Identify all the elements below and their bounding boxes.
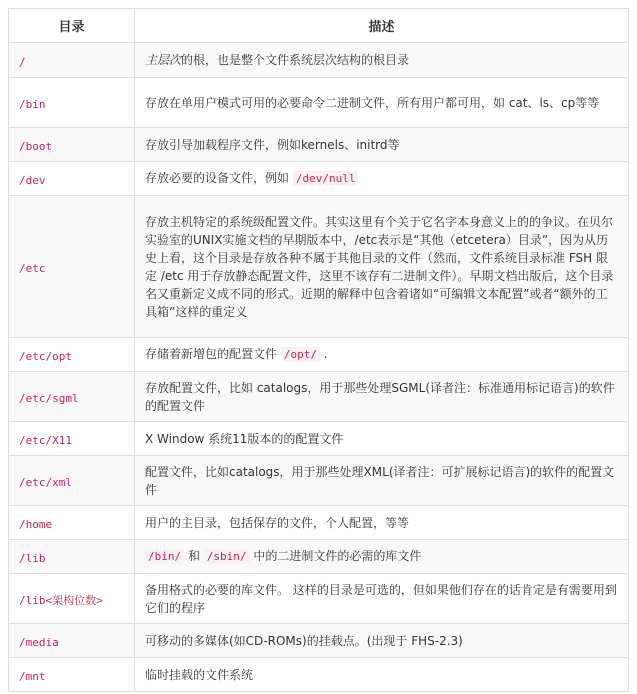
desc-cell [135,128,629,162]
desc-cell [135,540,629,574]
dir-cell [9,162,135,196]
desc-cell [135,338,629,372]
table-row [9,128,629,162]
table-row [9,540,629,574]
dir-cell [9,456,135,506]
dir-path: /boot [19,140,53,153]
table-header-row [9,9,629,43]
table-row [9,422,629,456]
desc-cell [135,372,629,422]
table-row [9,338,629,372]
desc-text: X Window 系统11版本的的配置文件 [145,431,344,446]
desc-cell [135,162,629,196]
desc-text: . [323,347,328,361]
desc-cell [135,456,629,506]
desc-text: 存放主机特定的系统级配置文件。其实这里有个关于它名字本身意义上的的争议。在贝尔实验室的UNIX实施文档的早期版本中，/etc表示是“其他（etcetera）目录”，因为从历史上看，这个目录是存放各种不属于其他目录的文件（然而，文件系统目录标准 FSH 限定 /etc 用于存放静态配置文件，这里不该存有二进制文件）。早期文档出版后，这个目录名又重新定义成不同的形式。近期的解释中包含着诸如“可编辑文本配置”或者“额外的工具箱”这样的重定义 [145,214,614,319]
table-row [9,196,629,338]
dir-path: /dev [19,174,46,187]
desc-cell [135,78,629,128]
dir-path: /etc/X11 [19,434,72,447]
inline-code: /dev/null [293,171,359,186]
desc-text: 存放引导加载程序文件，例如kernels、initrd等 [145,137,400,152]
dir-cell [9,43,135,78]
desc-text: 可移动的多媒体(如CD-ROMs)的挂载点。(出现于 FHS-2.3) [145,633,463,648]
desc-cell [135,574,629,624]
table-row [9,456,629,506]
dir-cell [9,506,135,540]
inline-code: /opt/ [281,347,320,362]
inline-code: /sbin/ [204,549,250,564]
desc-cell [135,422,629,456]
desc-text: 配置文件，比如catalogs，用于那些处理XML(译者注：可扩展标记语言)的软件的配置文件 [145,464,615,497]
desc-cell [135,506,629,540]
desc-cell [135,624,629,658]
table-row [9,78,629,128]
dir-path: / [19,55,26,69]
dir-path: /mnt [19,670,46,683]
desc-text: 的根，也是整个文件系统层次结构的根目录 [181,53,410,67]
dir-path: /lib [19,552,46,565]
desc-cell [135,658,629,692]
table-row [9,506,629,540]
dir-cell [9,624,135,658]
column-header-directory: 目录 [9,9,135,43]
desc-emphasis: 主层次 [145,53,182,67]
column-header-description: 描述 [135,9,629,43]
table-row [9,162,629,196]
table-row [9,624,629,658]
desc-text: 存放必要的设备文件，例如 [145,171,290,185]
dir-cell [9,540,135,574]
dir-path: /etc/sgml [19,392,79,405]
desc-cell [135,43,629,78]
desc-cell [135,196,629,338]
dir-path: /media [19,636,59,649]
dir-cell [9,658,135,692]
dir-cell [9,574,135,624]
table-row [9,574,629,624]
dir-path: /etc/xml [19,476,72,489]
dir-path: /etc [19,262,46,275]
desc-text: 备用格式的必要的库文件。 这样的目录是可选的，但如果他们存在的话肯定是有需要用到它们的程序 [145,582,617,615]
table-row [9,372,629,422]
dir-path: /etc/opt [19,350,72,363]
table-row [9,43,629,78]
dir-cell [9,196,135,338]
directory-table [8,8,629,692]
desc-text: 和 [187,549,200,563]
dir-path: /home [19,518,53,531]
dir-cell [9,422,135,456]
desc-text: 用户的主目录，包括保存的文件，个人配置，等等 [145,515,410,530]
dir-path: /bin [19,98,46,111]
dir-path: /lib<架构位数> [19,594,103,607]
table-row [9,658,629,692]
desc-text: 存储着新增包的配置文件 [145,347,278,361]
desc-text: 存放在单用户模式可用的必要命令二进制文件，所有用户都可用，如 cat、ls、cp等等 [145,95,600,110]
inline-code: /bin/ [145,549,184,564]
dir-cell [9,338,135,372]
dir-cell [9,78,135,128]
dir-cell [9,128,135,162]
desc-text: 临时挂载的文件系统 [145,667,254,682]
dir-cell [9,372,135,422]
desc-text: 中的二进制文件的必需的库文件 [253,549,422,563]
desc-text: 存放配置文件，比如 catalogs，用于那些处理SGML(译者注：标准通用标记语言)的软件的配置文件 [145,380,615,413]
